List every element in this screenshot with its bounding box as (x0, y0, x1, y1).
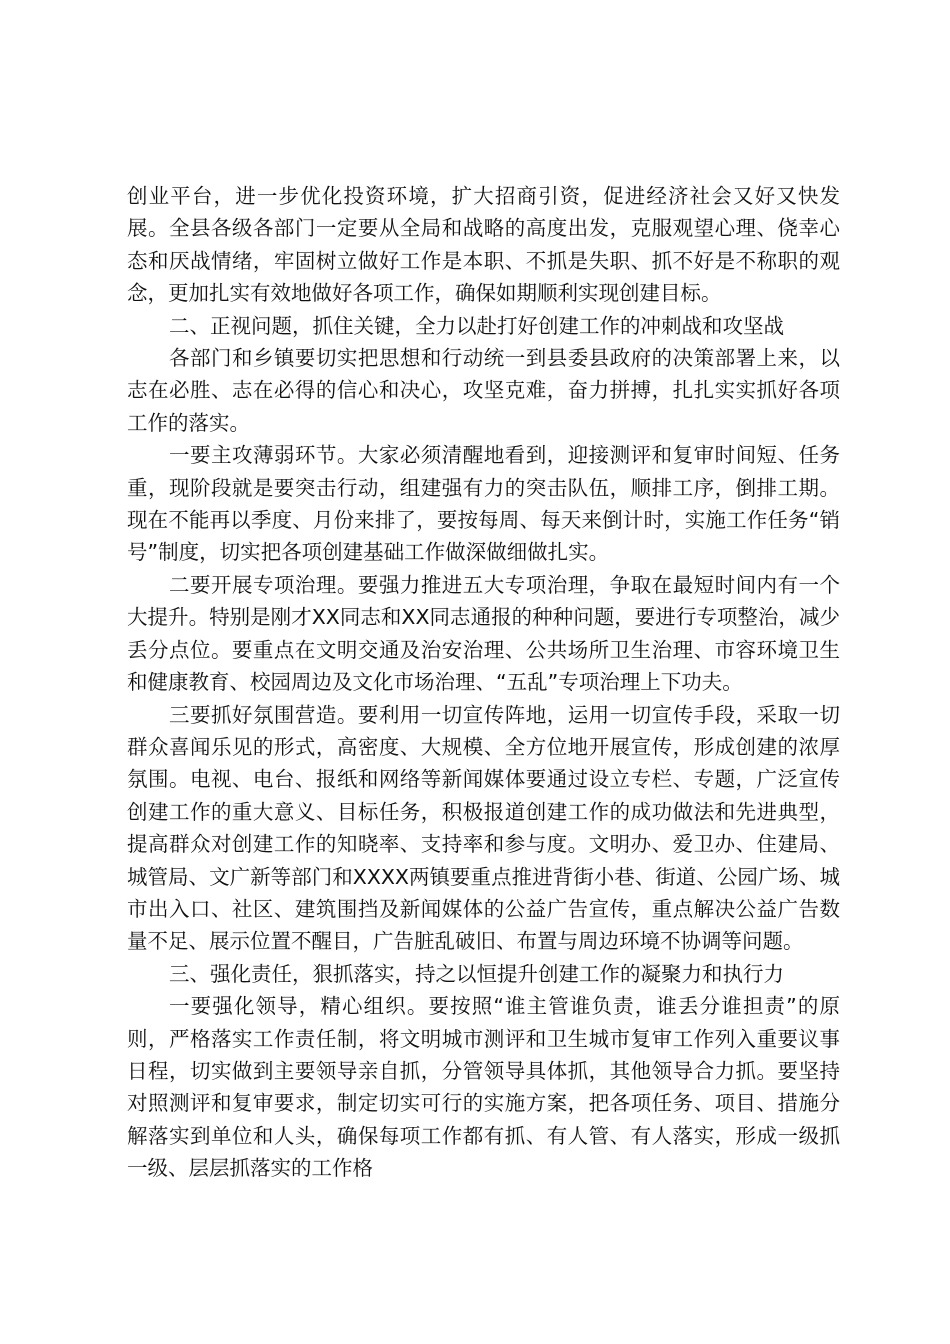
paragraph: 二要开展专项治理。要强力推进五大专项治理，争取在最短时间内有一个大提升。特别是刚才XX同志和XX同志通报的种种问题，要进行专项整治，减少丢分点位。要重点在文明交通及治安治理、公共场所卫生治理、市容环境卫生和健康教育、校园周边及文化市场治理、“五乱”专项治理上下功夫。 (127, 572, 840, 695)
paragraph: 一要强化领导，精心组织。要按照“谁主管谁负责，谁丢分谁担责”的原则，严格落实工作责任制，将文明城市测评和卫生城市复审工作列入重要议事日程，切实做到主要领导亲自抓，分管领导具体抓，其他领导合力抓。要坚持对照测评和复审要求，制定切实可行的实施方案，把各项任务、项目、措施分解落实到单位和人头，确保每项工作都有抓、有人管、有人落实，形成一级抓一级、层层抓落实的工作格 (127, 994, 840, 1181)
paragraph: 一要主攻薄弱环节。大家必须清醒地看到，迎接测评和复审时间短、任务重，现阶段就是要突击行动，组建强有力的突击队伍，顺排工序，倒排工期。现在不能再以季度、月份来排了，要按每周、每天来倒计时，实施工作任务“销号”制度，切实把各项创建基础工作做深做细做扎实。 (127, 443, 840, 565)
paragraph: 三要抓好氛围营造。要利用一切宣传阵地，运用一切宣传手段，采取一切群众喜闻乐见的形式，高密度、大规模、全方位地开展宣传，形成创建的浓厚氛围。电视、电台、报纸和网络等新闻媒体要通过设立专栏、专题，广泛宣传创建工作的重大意义、目标任务，积极报道创建工作的成功做法和先进典型，提高群众对创建工作的知晓率、支持率和参与度。文明办、爱卫办、住建局、城管局、文广新等部门和XXXX两镇要重点推进背街小巷、街道、公园广场、城市出入口、社区、建筑围挡及新闻媒体的公益广告宣传，重点解决公益广告数量不足、展示位置不醒目，广告脏乱破旧、布置与周边环境不协调等问题。 (127, 702, 840, 954)
section-heading-2: 二、正视问题，抓住关键，全力以赴打好创建工作的冲刺战和攻坚战 (169, 313, 785, 338)
section-heading-3: 三、强化责任，狠抓落实，持之以恒提升创建工作的凝聚力和执行力 (169, 961, 785, 986)
paragraph: 各部门和乡镇要切实把思想和行动统一到县委县政府的决策部署上来，以志在必胜、志在必得的信心和决心，攻坚克难，奋力拼搏，扎扎实实抓好各项工作的落实。 (127, 346, 840, 435)
paragraph-continuation: 创业平台，进一步优化投资环境，扩大招商引资，促进经济社会又好又快发展。全县各级各部门一定要从全局和战略的高度出发，克服观望心理、侥幸心态和厌战情绪，牢固树立做好工作是本职、不抓是失职、抓不好是不称职的观念，更加扎实有效地做好各项工作，确保如期顺利实现创建目标。 (127, 184, 840, 306)
document-page (127, 180, 840, 1185)
